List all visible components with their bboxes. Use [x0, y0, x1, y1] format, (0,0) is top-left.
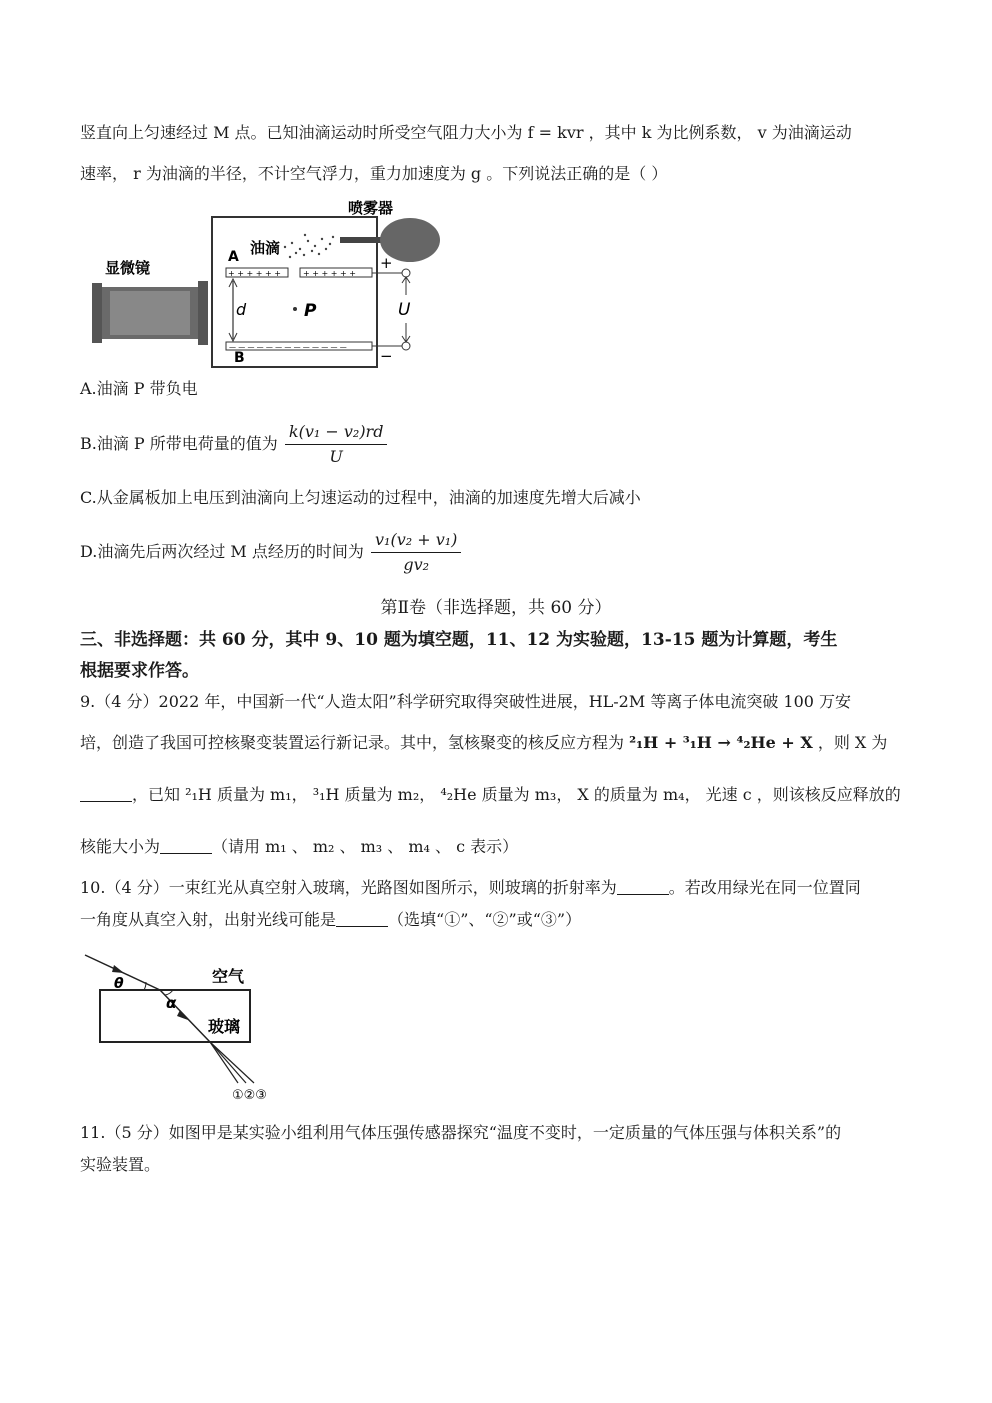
particle-p	[293, 307, 297, 311]
refraction-figure	[80, 950, 290, 1105]
q10-blank-index[interactable]	[617, 878, 669, 895]
q9-reaction-equation: ²₁H + ³₁H → ⁴₂He + X	[629, 733, 813, 752]
q9-line-4	[80, 836, 518, 858]
q9-line-4-suffix: （请用 m₁ 、 m₂ 、 m₃ 、 m₄ 、 c 表示）	[212, 837, 519, 856]
option-d-numerator: v₁(v₂ + v₁)	[371, 528, 461, 553]
q9-blank-x[interactable]	[80, 785, 132, 802]
q9-line-4-prefix: 核能大小为	[80, 837, 161, 856]
microscope-label: 显微镜	[105, 259, 151, 277]
section-instructions-line-1: 三、非选择题：共 60 分，其中 9、10 题为填空题，11、12 为实验题，13-15 题为计算题，考生	[80, 630, 838, 650]
option-d-denominator: gv₂	[403, 555, 430, 574]
oil-drop-apparatus-figure	[90, 195, 470, 370]
option-b-fraction	[285, 420, 388, 469]
plate-a-charges-right: + + + + + +	[303, 269, 356, 278]
sprayer-label: 喷雾器	[348, 199, 394, 217]
q10-line-1-suffix: 。若改用绿光在同一位置同	[668, 878, 861, 897]
q10-line-1-prefix: 10.（4 分）一束红光从真空射入玻璃，光路图如图所示，则玻璃的折射率为	[80, 878, 617, 897]
q9-line-2	[80, 732, 887, 754]
positive-terminal	[402, 269, 410, 277]
plate-b-label: B	[234, 350, 245, 366]
q9-line-2-end: ，则 X 为	[817, 733, 888, 752]
q9-line-2-text: 培，创造了我国可控核聚变装置运行新记录。其中，氢核聚变的核反应方程为	[80, 733, 625, 752]
glass-label: 玻璃	[208, 1017, 241, 1036]
option-b-prefix: B.油滴 P 所带电荷量的值为	[80, 434, 278, 453]
p-label: P	[304, 301, 317, 321]
option-d	[80, 528, 463, 577]
alpha-label: α	[166, 994, 177, 1012]
q11-line-1: 11.（5 分）如图甲是某实验小组利用气体压强传感器探究“温度不变时，一定质量的气体压强与体积关系”的	[80, 1123, 842, 1142]
q9-line-1: 9.（4 分）2022 年，中国新一代“人造太阳”科学研究取得突破性进展，HL-2M 等离子体电流突破 100 万安	[80, 692, 852, 711]
plate-a-charges-left: + + + + + +	[228, 269, 281, 278]
q9-blank-energy[interactable]	[160, 837, 212, 854]
minus-label: −	[380, 347, 393, 365]
q10-line-2-prefix: 一角度从真空入射，出射光线可能是	[80, 910, 337, 929]
option-a: A.油滴 P 带负电	[80, 379, 198, 398]
air-label: 空气	[212, 967, 245, 986]
q10-line-1	[80, 877, 861, 899]
q9-line-3	[80, 784, 901, 806]
d-label: d	[236, 300, 247, 319]
section-instructions-line-2: 根据要求作答。	[80, 661, 199, 681]
q10-line-2-suffix: （选填“①”、“②”或“③”）	[388, 910, 582, 929]
microscope-icon	[92, 281, 208, 345]
q9-line-3-text: ，已知 ²₁H 质量为 m₁， ³₁H 质量为 m₂， ⁴₂He 质量为 m₃， X 的质量为 m₄， 光速 c ，则该核反应释放的	[132, 785, 901, 804]
q10-line-2	[80, 909, 581, 931]
option-b-denominator: U	[329, 447, 343, 466]
u-label: U	[398, 300, 411, 320]
oil-drop-label: 油滴	[250, 239, 281, 257]
theta-label: θ	[114, 976, 124, 992]
intro-line-2: 速率， r 为油滴的半径，不计空气浮力，重力加速度为 g 。下列说法正确的是（ ）	[80, 164, 668, 183]
plus-label: +	[380, 254, 393, 272]
ray-labels: ①②③	[232, 1088, 267, 1103]
ray-3	[210, 1042, 254, 1083]
option-c: C.从金属板加上电压到油滴向上匀速运动的过程中，油滴的加速度先增大后减小	[80, 488, 641, 507]
negative-terminal	[402, 342, 410, 350]
intro-line-1: 竖直向上匀速经过 M 点。已知油滴运动时所受空气阻力大小为 f = kvr ，其中 k 为比例系数， v 为油滴运动	[80, 123, 852, 142]
section-title: 第Ⅱ卷（非选择题，共 60 分）	[380, 598, 612, 618]
plate-b-charges: — — — — — — — — — — — — —	[229, 343, 347, 351]
q11-line-2: 实验装置。	[80, 1155, 161, 1174]
option-d-fraction	[371, 528, 461, 577]
ray-1	[210, 1042, 238, 1083]
plate-a-label: A	[228, 249, 239, 265]
q10-blank-ray[interactable]	[336, 910, 388, 927]
ray-2	[210, 1042, 246, 1083]
option-b-numerator: k(v₁ − v₂)rd	[285, 420, 388, 445]
option-b	[80, 420, 389, 469]
option-d-prefix: D.油滴先后两次经过 M 点经历的时间为	[80, 542, 364, 561]
oil-mist	[284, 234, 334, 258]
